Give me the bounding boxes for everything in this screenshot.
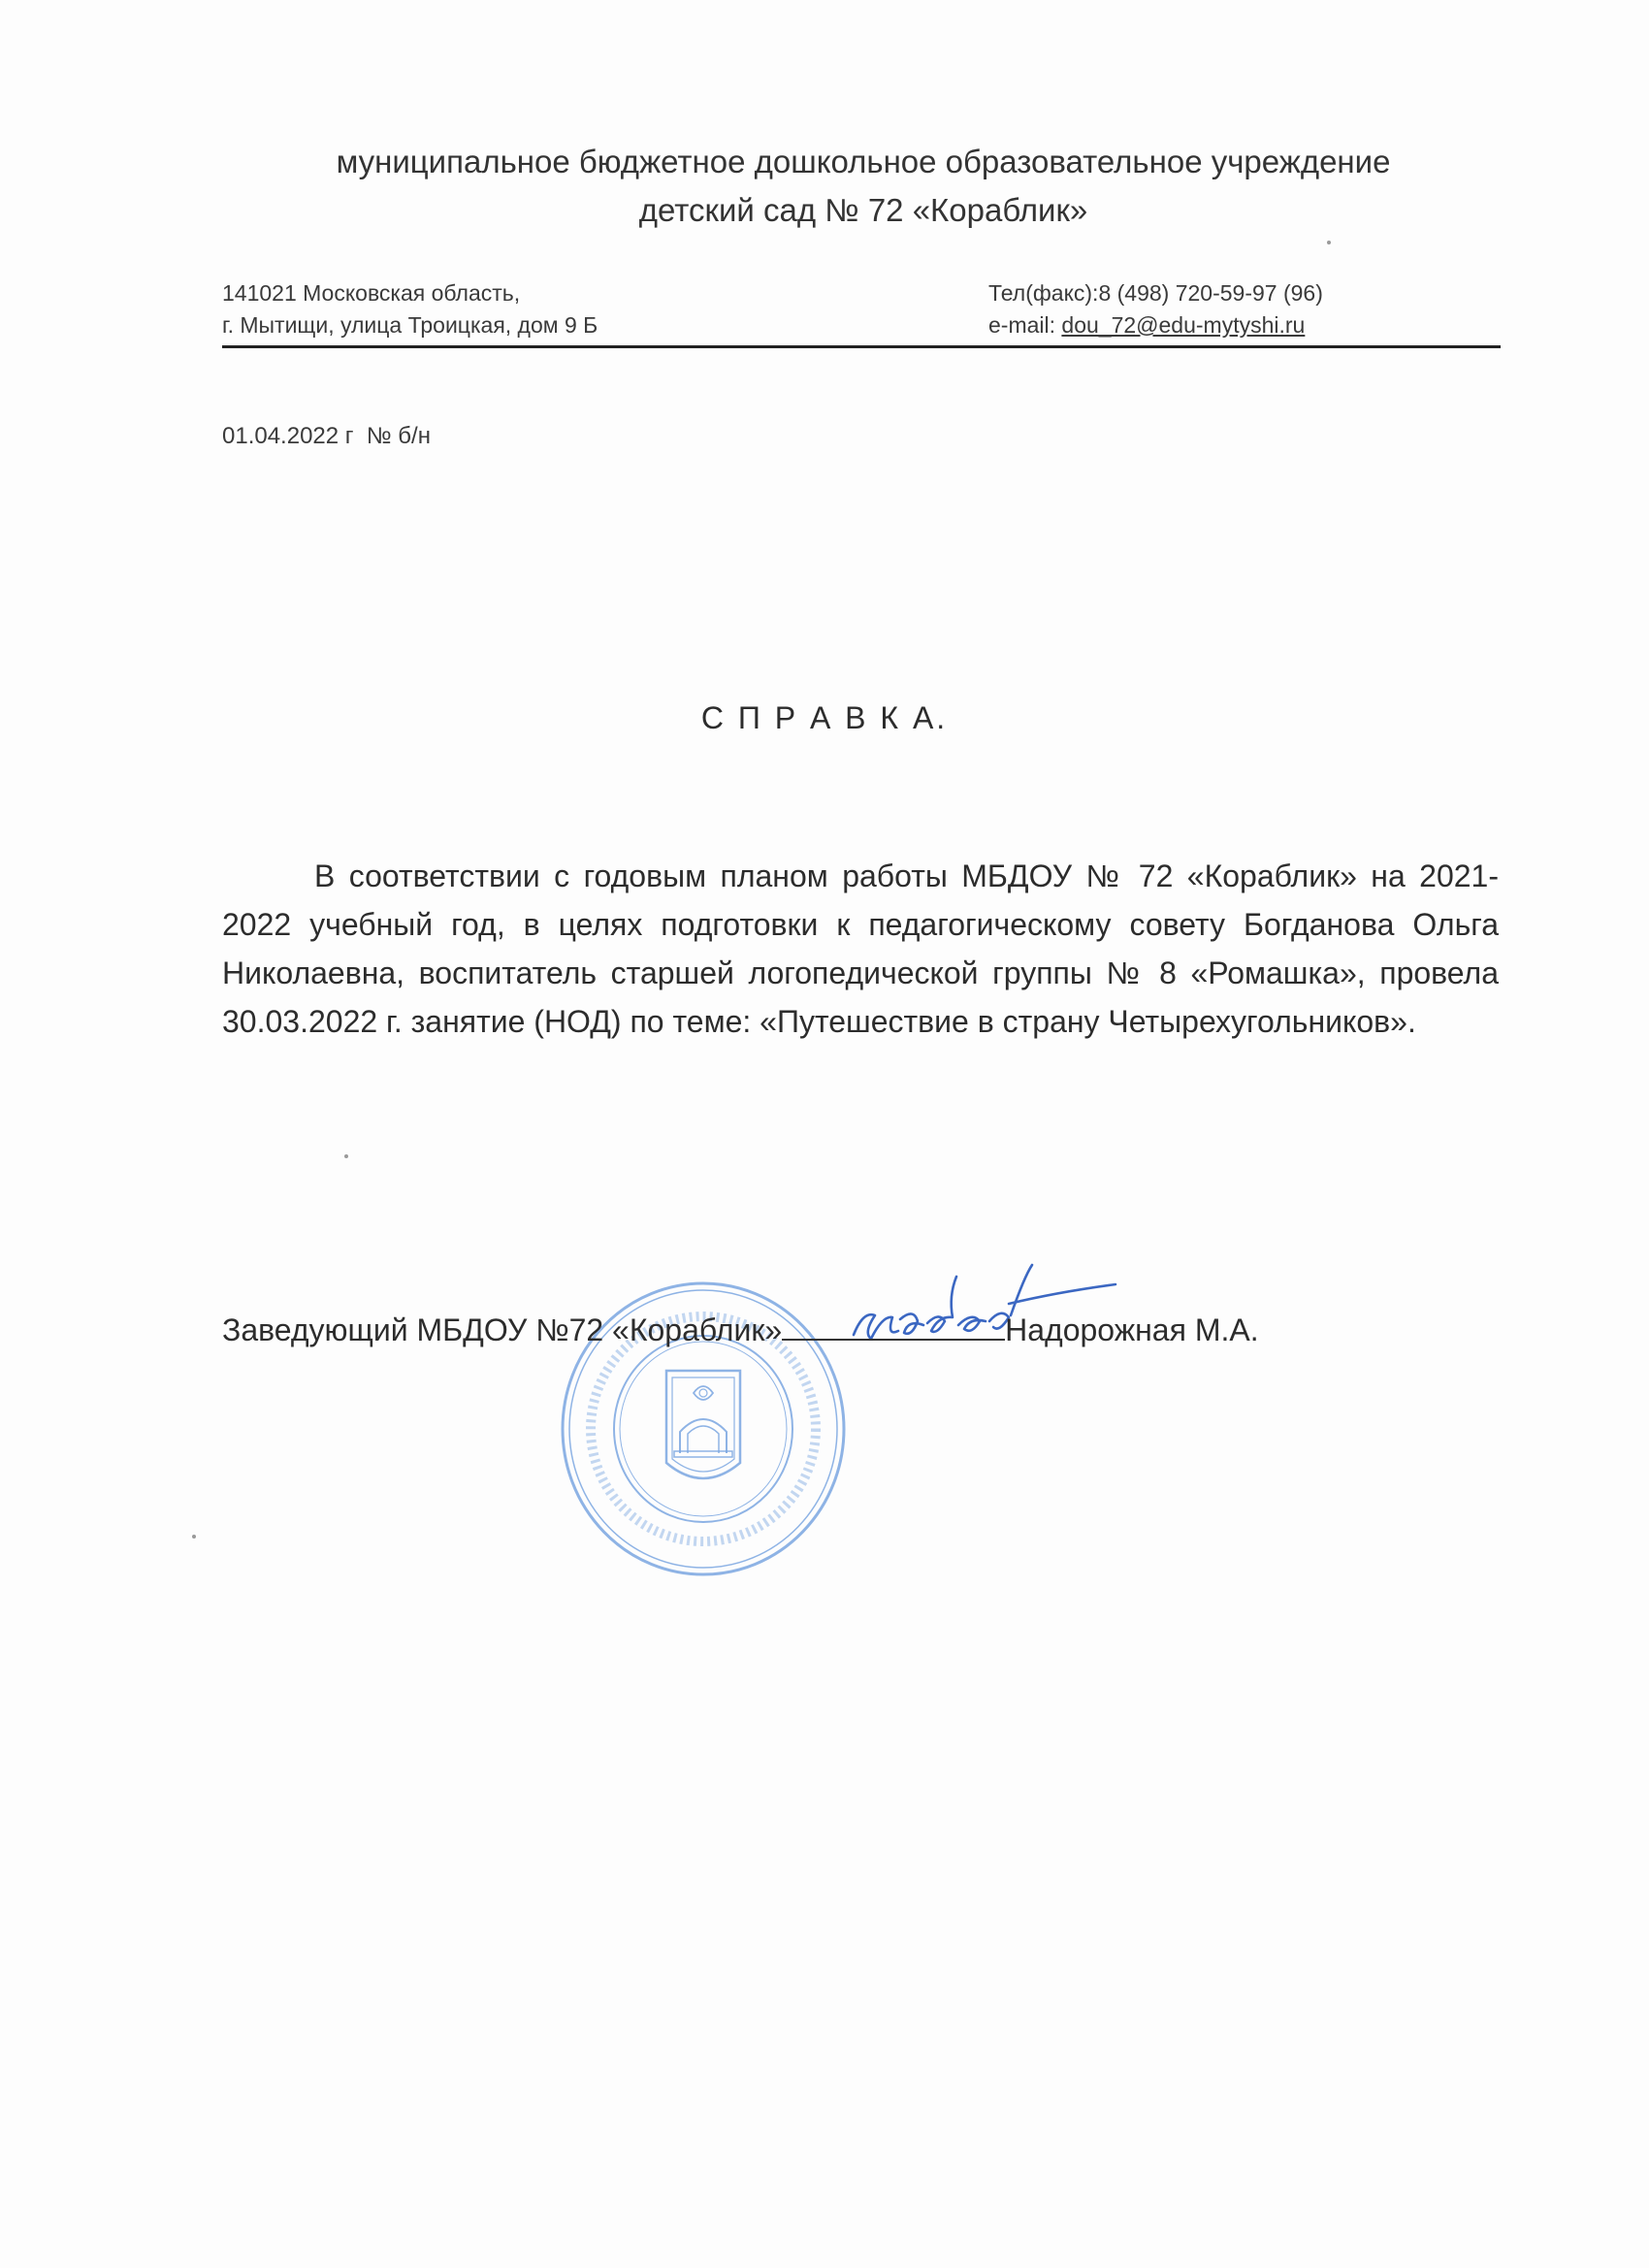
signatory-position: Заведующий МБДОУ №72 «Кораблик» <box>222 1312 783 1347</box>
address-block <box>222 277 598 341</box>
address-line1: 141021 Московская область, <box>222 280 521 306</box>
organization-name-line2: детский сад № 72 «Кораблик» <box>638 192 1088 228</box>
header-divider <box>222 345 1501 348</box>
scan-speck <box>1327 241 1331 244</box>
phone-email-block <box>988 277 1323 341</box>
document-title: С П Р А В К А. <box>700 700 949 735</box>
phone-text: Тел(факс):8 (498) 720-59-97 (96) <box>988 280 1323 306</box>
document-body-text: В соответствии с годовым планом работы МБДОУ № 72 «Кораблик» на 2021-2022 учебный год, в целях подготовки к педагогическому совету Богданова Ольга Николаевна, воспитатель старшей логопедической группы № 8 «Ромашка», провела 30.03.2022 г. занятие (НОД) по теме: «Путешествие в страну Четырехугольников». <box>222 859 1499 1039</box>
email-link[interactable]: dou_72@edu-mytyshi.ru <box>1061 312 1306 338</box>
email-line <box>988 309 1323 341</box>
document-reference: 01.04.2022 г № б/н <box>222 423 431 449</box>
signature-line <box>222 1312 1259 1348</box>
organization-header <box>175 138 1552 235</box>
scan-speck <box>344 1154 348 1158</box>
scan-speck <box>192 1535 196 1539</box>
organization-name-line1: муниципальное бюджетное дошкольное образовательное учреждение <box>336 144 1391 179</box>
signature-blank <box>782 1312 1005 1341</box>
signatory-name: Надорожная М.А. <box>1005 1312 1259 1347</box>
address-line2: г. Мытищи, улица Троицкая, дом 9 Б <box>222 312 598 338</box>
email-label: e-mail: <box>988 312 1062 338</box>
document-body <box>222 852 1499 1046</box>
